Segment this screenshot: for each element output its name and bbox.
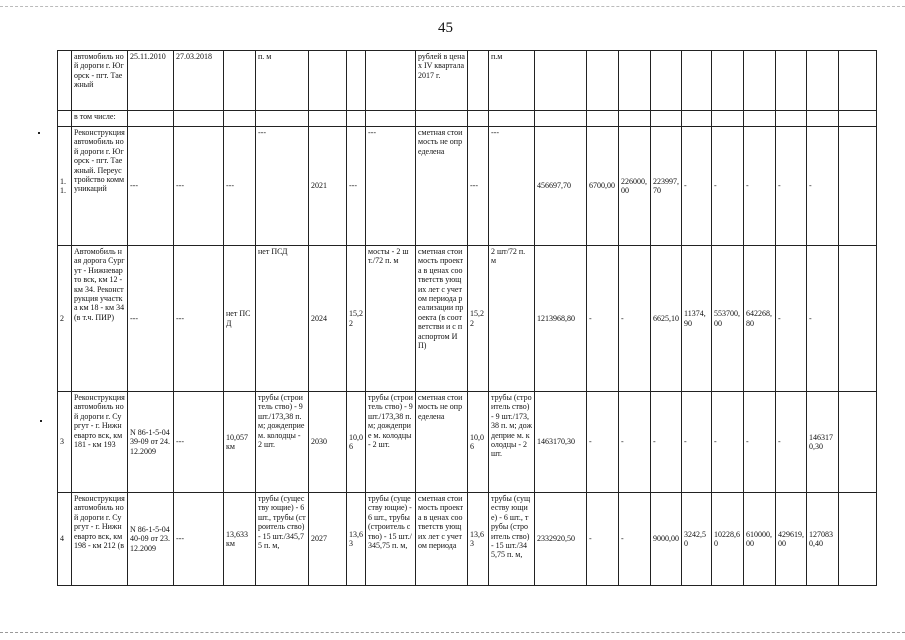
table-cell: мосты - 2 шт./72 п. м xyxy=(366,246,416,392)
table-cell: 610000,00 xyxy=(744,493,776,586)
table-cell: - xyxy=(712,127,744,246)
table-cell: 1270830,40 xyxy=(807,493,839,586)
table-cell: - xyxy=(587,246,619,392)
table-cell: - xyxy=(682,392,712,493)
table-cell: - xyxy=(744,392,776,493)
table-cell: 553700,00 xyxy=(712,246,744,392)
table-cell: 1. 1. xyxy=(58,127,72,246)
table-cell: сметная стоимость проекта в ценах соответств ующих лет с учетом периода xyxy=(416,493,468,586)
table-cell: --- xyxy=(174,493,224,586)
table-cell xyxy=(468,111,489,127)
table-cell: 642268,80 xyxy=(744,246,776,392)
table-cell: трубы (строитель ство) - 9 шт./173,38 п. м; дождеприе м. колодцы - 2 шт. xyxy=(256,392,309,493)
table-cell xyxy=(174,111,224,127)
table-cell: --- xyxy=(489,127,535,246)
table-cell: 15,22 xyxy=(347,246,366,392)
table-row xyxy=(58,51,877,111)
table-cell: --- xyxy=(468,127,489,246)
table-cell: 3242,50 xyxy=(682,493,712,586)
table-cell: 9000,00 xyxy=(651,493,682,586)
table-cell: трубы (существу ющие) - 6 шт., трубы (строитель ство) - 15 шт./345,75 п. м, xyxy=(489,493,535,586)
table-cell xyxy=(309,111,347,127)
table-cell: 2021 xyxy=(309,127,347,246)
table-cell: 2332920,50 xyxy=(535,493,587,586)
table-cell: Реконструкция автомобиль ной дороги г. Сургут - г. Нижневарто вск, км 181 - км 193 xyxy=(72,392,128,493)
table-cell xyxy=(651,111,682,127)
table-cell: 2027 xyxy=(309,493,347,586)
table-cell: 3 xyxy=(58,392,72,493)
table-cell: - xyxy=(712,392,744,493)
table-cell: - xyxy=(619,246,651,392)
table-cell: 6700,00 xyxy=(587,127,619,246)
table-cell: - xyxy=(807,127,839,246)
table-cell: N 86-1-5-0439-09 от 24.12.2009 xyxy=(128,392,174,493)
table-cell: 10,06 xyxy=(468,392,489,493)
table-cell xyxy=(416,111,468,127)
table-cell xyxy=(489,111,535,127)
investment-projects-table xyxy=(57,50,877,586)
table-cell: 15,22 xyxy=(468,246,489,392)
table-cell: 25.11.2010 xyxy=(128,51,174,111)
table-cell: трубы (существу ющие) - 6 шт., трубы (строитель ство) - 15 шт./345,75 п. м, xyxy=(366,493,416,586)
table-cell: 2024 xyxy=(309,246,347,392)
table-cell: - xyxy=(807,246,839,392)
table-cell xyxy=(309,51,347,111)
table-cell xyxy=(366,51,416,111)
table-cell xyxy=(807,51,839,111)
table-cell: - xyxy=(619,493,651,586)
page-number: 45 xyxy=(438,20,453,36)
table-cell: в том числе: xyxy=(72,111,128,127)
table-cell: трубы (существу ющие) - 6 шт., трубы (строитель ство) - 15 шт./345,75 п. м, xyxy=(256,493,309,586)
table-cell xyxy=(776,51,807,111)
table-cell xyxy=(712,111,744,127)
table-cell: 2030 xyxy=(309,392,347,493)
table-cell: 11374,90 xyxy=(682,246,712,392)
table-cell: Реконструкция автомобиль ной дороги г. Югорск - пгт. Таежный. Переустройство коммуникаций xyxy=(72,127,128,246)
scan-dot xyxy=(40,420,42,422)
table-cell: 13,633 км xyxy=(224,493,256,586)
table-cell: рублей в ценах IV квартала 2017 г. xyxy=(416,51,468,111)
table-cell: Реконструкция автомобиль ной дороги г. Сургут - г. Нижневарто вск, км 198 - км 212 (в xyxy=(72,493,128,586)
table-cell: --- xyxy=(174,246,224,392)
table-row xyxy=(58,111,877,127)
table-cell xyxy=(776,111,807,127)
table-cell: 10,057 км xyxy=(224,392,256,493)
table-row xyxy=(58,127,877,246)
table-cell xyxy=(807,111,839,127)
table-cell: 1463170,30 xyxy=(535,392,587,493)
scan-dot xyxy=(38,132,40,134)
table-cell: --- xyxy=(174,127,224,246)
table-cell: - xyxy=(619,392,651,493)
table-cell: Автомобиль ная дорога Сургут - Нижневарто вск, км 12 - км 34. Реконструкция участка км 18 - км 34 (в т.ч. ПИР) xyxy=(72,246,128,392)
table-cell: --- xyxy=(256,127,309,246)
table-cell: 226000,00 xyxy=(619,127,651,246)
table-cell xyxy=(839,246,877,392)
table-cell: 223997,70 xyxy=(651,127,682,246)
table-cell xyxy=(224,111,256,127)
table-row xyxy=(58,493,877,586)
table-cell: 4 xyxy=(58,493,72,586)
table-cell: 429619,00 xyxy=(776,493,807,586)
table-cell: 13,63 xyxy=(468,493,489,586)
table-cell xyxy=(682,111,712,127)
table-cell: - xyxy=(744,127,776,246)
table-cell: 6625,10 xyxy=(651,246,682,392)
table-cell xyxy=(587,111,619,127)
table-cell xyxy=(224,51,256,111)
table-cell: - xyxy=(776,127,807,246)
table-cell: 2 xyxy=(58,246,72,392)
table-cell: сметная стоимость не определена xyxy=(416,127,468,246)
table-cell: --- xyxy=(366,127,416,246)
table-cell: 27.03.2018 xyxy=(174,51,224,111)
table-cell: 456697,70 xyxy=(535,127,587,246)
table-cell xyxy=(839,111,877,127)
scan-edge-top xyxy=(0,6,905,7)
table-cell: трубы (строитель ство) - 9 шт./173,38 п. м; дождеприе м. колодцы - 2 шт. xyxy=(489,392,535,493)
table-cell: --- xyxy=(174,392,224,493)
table-cell: - xyxy=(651,392,682,493)
table-cell xyxy=(58,111,72,127)
table-cell xyxy=(712,51,744,111)
table-cell xyxy=(366,111,416,127)
table-cell xyxy=(587,51,619,111)
table-cell xyxy=(651,51,682,111)
table-cell: 10228,60 xyxy=(712,493,744,586)
table-cell xyxy=(256,111,309,127)
table-cell: - xyxy=(776,246,807,392)
table-cell xyxy=(839,493,877,586)
table-cell: --- xyxy=(224,127,256,246)
table-cell: --- xyxy=(128,246,174,392)
scan-edge-bottom xyxy=(0,632,905,633)
table-cell xyxy=(682,51,712,111)
table-cell: - xyxy=(776,392,807,493)
table-cell: 1463170,30 xyxy=(807,392,839,493)
table-cell: --- xyxy=(128,127,174,246)
table-cell xyxy=(535,111,587,127)
table-cell: - xyxy=(682,127,712,246)
table-cell xyxy=(58,51,72,111)
table-cell: - xyxy=(587,493,619,586)
table-cell xyxy=(839,392,877,493)
table-cell xyxy=(839,51,877,111)
table-row xyxy=(58,392,877,493)
table-cell xyxy=(347,51,366,111)
table-cell xyxy=(839,127,877,246)
table-cell: 10,06 xyxy=(347,392,366,493)
table-cell: п.м xyxy=(489,51,535,111)
table-cell: --- xyxy=(347,127,366,246)
table-cell xyxy=(619,51,651,111)
table-cell: сметная стоимость не определена xyxy=(416,392,468,493)
table-cell xyxy=(619,111,651,127)
table-cell: сметная стоимость проекта в ценах соответств ующих лет с учетом периода реализации проекта (в соответстви и с паспортом ИП) xyxy=(416,246,468,392)
table-cell: автомобиль ной дороги г. Югорск - пгт. Таежный xyxy=(72,51,128,111)
table-cell: 2 шт/72 п. м xyxy=(489,246,535,392)
table-cell: п. м xyxy=(256,51,309,111)
table-cell: нет ПСД xyxy=(256,246,309,392)
table-cell: N 86-1-5-0440-09 от 23.12.2009 xyxy=(128,493,174,586)
table-cell: 1213968,80 xyxy=(535,246,587,392)
table-cell xyxy=(744,51,776,111)
table-cell xyxy=(535,51,587,111)
table-cell: нет ПСД xyxy=(224,246,256,392)
table-cell: 13,63 xyxy=(347,493,366,586)
table-cell xyxy=(468,51,489,111)
table-cell xyxy=(744,111,776,127)
table-cell: - xyxy=(587,392,619,493)
table-row xyxy=(58,246,877,392)
table-cell xyxy=(347,111,366,127)
table-cell xyxy=(128,111,174,127)
table-cell: трубы (строитель ство) - 9 шт./173,38 п. м; дождеприе м. колодцы - 2 шт. xyxy=(366,392,416,493)
